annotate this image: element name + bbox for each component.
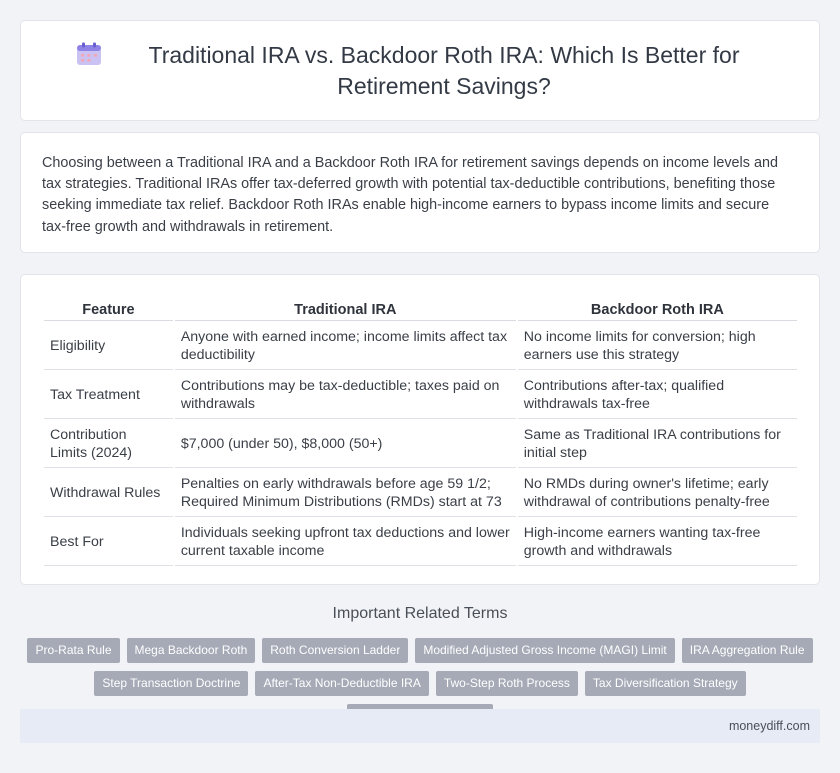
table-row	[44, 322, 797, 370]
traditional-cell: Contributions may be tax-deductible; taxes paid on withdrawals	[175, 371, 516, 419]
backdoor-cell: Contributions after-tax; qualified withdrawals tax-free	[518, 371, 797, 419]
intro-card	[20, 132, 820, 253]
backdoor-cell: No RMDs during owner's lifetime; early withdrawal of contributions penalty-free	[518, 469, 797, 517]
comparison-card	[20, 274, 820, 585]
related-term-tag[interactable]: Roth Conversion Ladder	[262, 638, 408, 663]
page-title: Traditional IRA vs. Backdoor Roth IRA: Which Is Better for Retirement Savings?	[148, 41, 740, 99]
related-terms-title: Important Related Terms	[332, 605, 508, 622]
feature-cell: Contribution Limits (2024)	[44, 420, 173, 468]
calendar-icon	[76, 42, 102, 66]
traditional-cell: Individuals seeking upfront tax deductions and lower current taxable income	[175, 518, 516, 566]
feature-cell: Eligibility	[44, 322, 173, 370]
traditional-cell: $7,000 (under 50), $8,000 (50+)	[175, 420, 516, 468]
header-feature: Feature	[44, 294, 173, 321]
related-term-tag[interactable]: Modified Adjusted Gross Income (MAGI) Limit	[415, 638, 674, 663]
site-name[interactable]: moneydiff.com	[728, 719, 810, 733]
header-backdoor-roth-ira: Backdoor Roth IRA	[518, 294, 797, 321]
related-term-tag[interactable]: Pro-Rata Rule	[27, 638, 119, 663]
backdoor-cell: High-income earners wanting tax-free growth and withdrawals	[518, 518, 797, 566]
table-header-row	[44, 294, 797, 321]
feature-cell: Withdrawal Rules	[44, 469, 173, 517]
related-term-tag[interactable]: Step Transaction Doctrine	[94, 671, 248, 696]
backdoor-cell: No income limits for conversion; high earners use this strategy	[518, 322, 797, 370]
related-term-tag[interactable]: IRA Aggregation Rule	[682, 638, 813, 663]
related-term-tag[interactable]: Two-Step Roth Process	[436, 671, 578, 696]
title-card	[20, 20, 820, 121]
table-row	[44, 420, 797, 468]
comparison-table	[42, 293, 799, 567]
table-row	[44, 518, 797, 566]
feature-cell: Tax Treatment	[44, 371, 173, 419]
related-term-tag[interactable]: After-Tax Non-Deductible IRA	[255, 671, 428, 696]
related-term-tag[interactable]: Mega Backdoor Roth	[127, 638, 256, 663]
traditional-cell: Anyone with earned income; income limits affect tax deductibility	[175, 322, 516, 370]
feature-cell: Best For	[44, 518, 173, 566]
backdoor-cell: Same as Traditional IRA contributions for initial step	[518, 420, 797, 468]
header-traditional-ira: Traditional IRA	[175, 294, 516, 321]
intro-paragraph: Choosing between a Traditional IRA and a Backdoor Roth IRA for retirement savings depends on income levels and tax strategies. Traditional IRAs offer tax-deferred growth with potential tax-deductible contributions, benefiting those seeking immediate tax relief. Backdoor Roth IRAs enable high-income earners to bypass income limits and secure tax-free growth and withdrawals in retirement.	[42, 155, 778, 235]
table-row	[44, 469, 797, 517]
table-row	[44, 371, 797, 419]
footer-bar	[20, 709, 820, 743]
title-wrap	[76, 40, 764, 102]
related-term-tag[interactable]: Tax Diversification Strategy	[585, 671, 746, 696]
traditional-cell: Penalties on early withdrawals before age 59 1/2; Required Minimum Distributions (RMDs) start at 73	[175, 469, 516, 517]
